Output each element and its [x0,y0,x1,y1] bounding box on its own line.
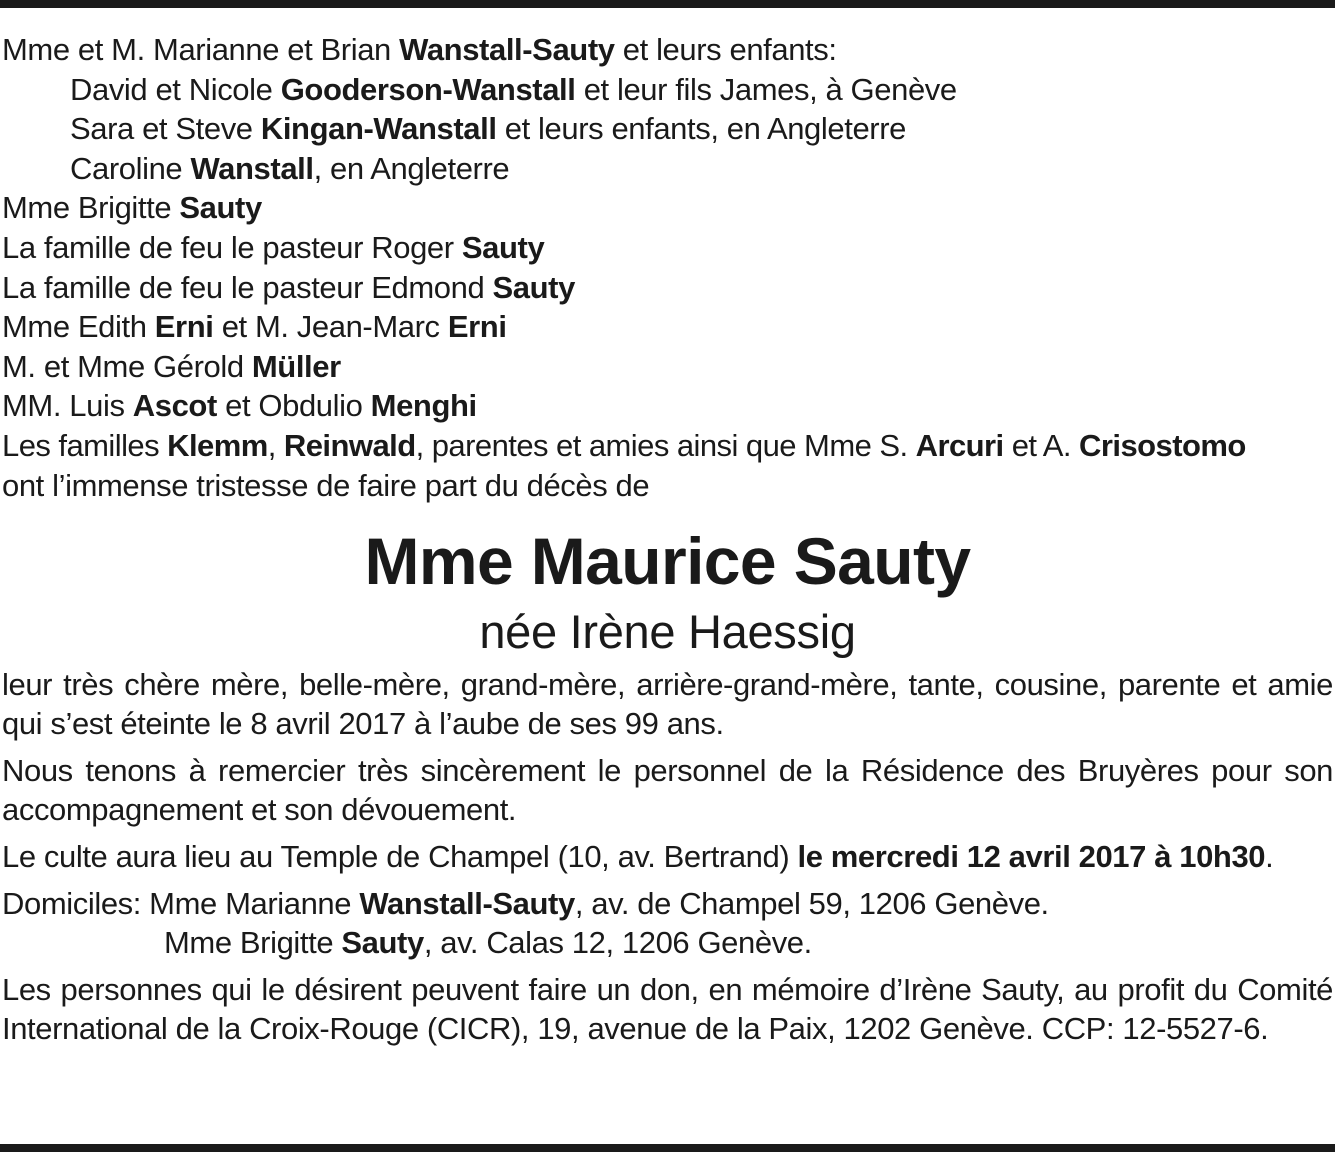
family-line-7: La famille de feu le pasteur Edmond Sauty [2,269,575,305]
family-line-2: David et Nicole Gooderson-Wanstall et leur fils James, à Genève [70,71,957,107]
domicile-line-2: Mme Brigitte Sauty, av. Calas 12, 1206 Genève. [164,925,812,961]
family-line-9: M. et Mme Gérold Müller [2,348,341,384]
family-line-3: Sara et Steve Kingan-Wanstall et leurs enfants, en Angleterre [70,111,906,147]
family-line-8: Mme Edith Erni et M. Jean-Marc Erni [2,309,507,345]
obituary-notice [2,30,1333,1048]
deceased-name: Mme Maurice Sauty [364,524,971,599]
family-list [2,30,1333,505]
donation-paragraph: Les personnes qui le désirent peuvent faire un don, en mémoire d’Irène Sauty, au profit du Comité International de la Croix-Rouge (CICR), 19, avenue de la Paix, 1202 Genève. CCP: 12-5527-6. [2,972,1333,1047]
family-line-10: MM. Luis Ascot et Obdulio Menghi [2,388,477,424]
maiden-name: née Irène Haessig [479,605,856,659]
family-line-4: Caroline Wanstall, en Angleterre [70,150,510,186]
tribute-paragraph: leur très chère mère, belle-mère, grand-mère, arrière-grand-mère, tante, cousine, parente et amie qui s’est éteinte le 8 avril 2017 à l’aube de ses 99 ans. [2,667,1333,742]
service-paragraph: Le culte aura lieu au Temple de Champel (10, av. Bertrand) le mercredi 12 avril 2017 à 10h30. [2,839,1274,875]
top-rule [0,0,1335,8]
family-line-5: Mme Brigitte Sauty [2,190,262,226]
domiciles [2,884,1333,962]
family-line-6: La famille de feu le pasteur Roger Sauty [2,229,545,265]
family-line-11: Les familles Klemm, Reinwald, parentes et amies ainsi que Mme S. Arcuri et A. Crisostomo [2,427,1246,463]
thanks-paragraph: Nous tenons à remercier très sincèrement le personnel de la Résidence des Bruyères pour son accompagnement et son dévouement. [2,753,1333,828]
bottom-rule [0,1144,1335,1152]
announcement-line: ont l’immense tristesse de faire part du décès de [2,467,650,503]
family-line-1: Mme et M. Marianne et Brian Wanstall-Sauty et leurs enfants: [2,32,837,67]
domicile-line-1: Domiciles: Mme Marianne Wanstall-Sauty, av. de Champel 59, 1206 Genève. [2,886,1049,922]
